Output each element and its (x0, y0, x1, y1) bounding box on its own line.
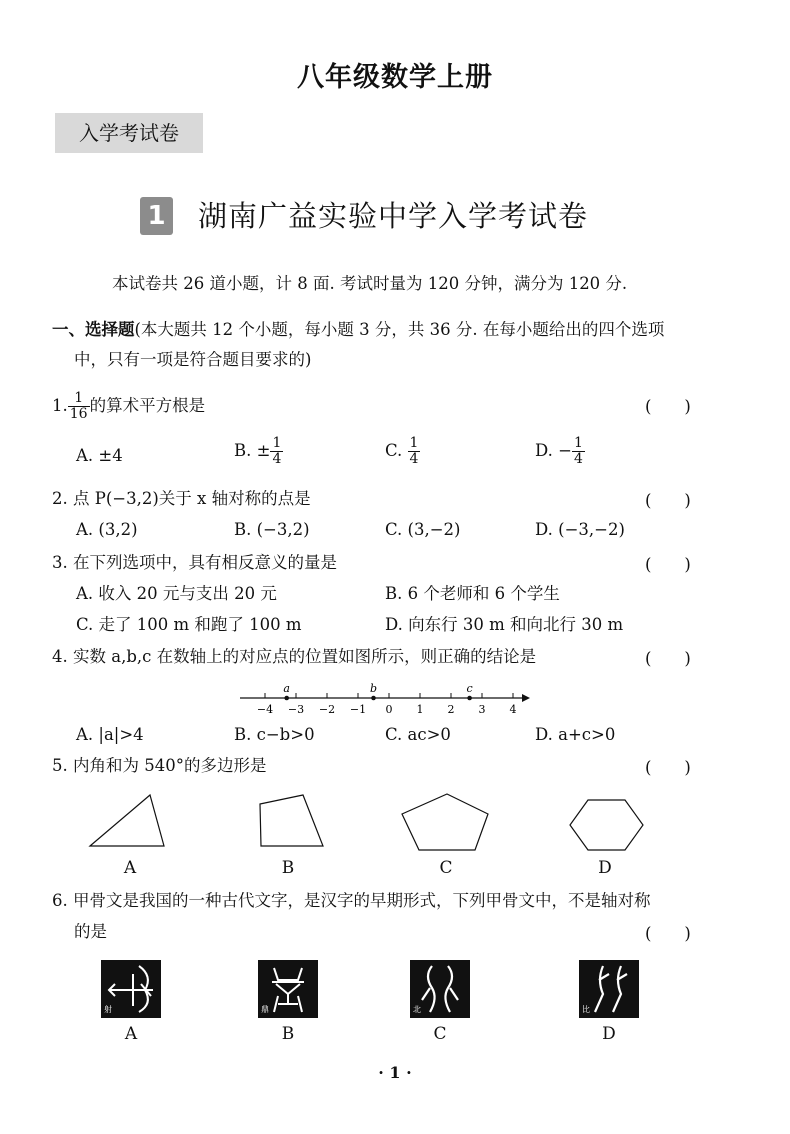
q1-stem (52, 391, 205, 422)
q6-label-c: C (433, 1024, 447, 1044)
number-line-point (467, 696, 472, 701)
exam-title: 湖南广益实验中学入学考试卷 (198, 199, 589, 233)
q3-option-d: D. 向东行 30 m 和向北行 30 m (385, 615, 624, 634)
q4-option-b: B. c−b>0 (234, 725, 315, 744)
q2-option-b: B. (−3,2) (234, 520, 310, 539)
number-line-point-label: c (466, 682, 473, 695)
oracle-glyph-caption: 射 (104, 1005, 112, 1014)
page-number: · 1 · (378, 1063, 412, 1082)
section-tag: 入学考试卷 (55, 113, 203, 153)
number-line (235, 680, 535, 720)
q5-polygons (80, 790, 680, 860)
q1-option-b: B. ± $\frac{1}{4}$ (234, 435, 282, 467)
number-line-ticks (257, 693, 517, 716)
q3-option-b: B. 6 个老师和 6 个学生 (385, 584, 560, 603)
hexagon-shape (570, 800, 643, 850)
q3-option-c: C. 走了 100 m 和跑了 100 m (76, 615, 302, 634)
oracle-glyph-bei (410, 960, 470, 1018)
q4-answer-paren: ( ) (645, 649, 691, 668)
q1-number: 1. (52, 396, 68, 415)
section-desc-line2: 中，只有一项是符合题目要求的) (74, 350, 312, 369)
oracle-glyph-caption: 比 (582, 1005, 590, 1014)
axis-tick-label: 1 (416, 703, 424, 716)
number-line-arrow (522, 694, 530, 702)
q5-stem: 5. 内角和为 540°的多边形是 (52, 756, 267, 775)
q6-label-a: A (124, 1024, 138, 1044)
q3-option-a: A. 收入 20 元与支出 20 元 (76, 584, 277, 603)
number-line-point-label: a (283, 682, 290, 695)
q1-option-c: C. $\frac{1}{4}$ (385, 435, 419, 467)
exam-number-badge: 1 (140, 197, 173, 235)
section-desc-line1: (本大题共 12 个小题，每小题 3 分，共 36 分. 在每小题给出的四个选项 (134, 320, 665, 339)
q1-answer-paren: ( ) (645, 397, 691, 416)
q2-option-d: D. (−3,−2) (535, 520, 625, 539)
q6-label-d: D (602, 1024, 616, 1044)
oracle-glyph-ding (258, 960, 318, 1018)
axis-tick-label: −3 (287, 703, 305, 716)
oracle-glyph-caption: 鼎 (261, 1005, 269, 1014)
q2-option-c: C. (3,−2) (385, 520, 461, 539)
q3-stem: 3. 在下列选项中，具有相反意义的量是 (52, 553, 337, 572)
oracle-glyph-caption: 北 (413, 1005, 421, 1014)
oracle-glyph-she (101, 960, 161, 1018)
axis-tick-label: 4 (509, 703, 517, 716)
q3-answer-paren: ( ) (645, 555, 691, 574)
axis-tick-label: −1 (349, 703, 367, 716)
q5-label-c: C (439, 858, 453, 878)
q5-label-b: B (281, 858, 295, 878)
section-heading: 一、选择题 (52, 320, 135, 339)
q6-stem-line1: 6. 甲骨文是我国的一种古代文字，是汉字的早期形式，下列甲骨文中，不是轴对称 (52, 891, 651, 910)
oracle-glyph-bi (579, 960, 639, 1018)
q4-stem: 4. 实数 a,b,c 在数轴上的对应点的位置如图所示，则正确的结论是 (52, 647, 537, 666)
quadrilateral-shape (260, 795, 323, 846)
q4-option-d: D. a+c>0 (535, 725, 616, 744)
q6-answer-paren: ( ) (645, 924, 691, 943)
number-line-point (284, 696, 289, 701)
q1-stem-text: 的算术平方根是 (89, 396, 206, 415)
number-line-point-label: b (369, 682, 378, 695)
q2-answer-paren: ( ) (645, 491, 691, 510)
q2-option-a: A. (3,2) (76, 520, 138, 539)
axis-tick-label: 3 (478, 703, 486, 716)
q2-stem: 2. 点 P(−3,2)关于 x 轴对称的点是 (52, 489, 311, 508)
section-heading-line1 (52, 318, 664, 342)
triangle-shape (90, 795, 164, 846)
pentagon-shape (402, 794, 488, 850)
q5-answer-paren: ( ) (645, 758, 691, 777)
q6-label-b: B (281, 1024, 295, 1044)
axis-tick-label: −4 (256, 703, 274, 716)
axis-tick-label: −2 (318, 703, 336, 716)
q4-option-a: A. |a|>4 (76, 725, 144, 744)
q1-fraction: $\frac{1}{16}$ (69, 390, 88, 422)
q1-option-d: D. − $\frac{1}{4}$ (535, 435, 583, 467)
axis-tick-label: 2 (447, 703, 455, 716)
q5-label-d: D (598, 858, 612, 878)
axis-tick-label: 0 (385, 703, 393, 716)
book-title: 八年级数学上册 (297, 62, 493, 93)
exam-intro: 本试卷共 26 道小题，计 8 面. 考试时量为 120 分钟，满分为 120 分. (112, 274, 628, 293)
q4-option-c: C. ac>0 (385, 725, 451, 744)
number-line-point (371, 696, 376, 701)
q6-stem-line2: 的是 (74, 922, 107, 941)
q5-label-a: A (123, 858, 137, 878)
q1-option-a: A. ±4 (76, 446, 123, 465)
